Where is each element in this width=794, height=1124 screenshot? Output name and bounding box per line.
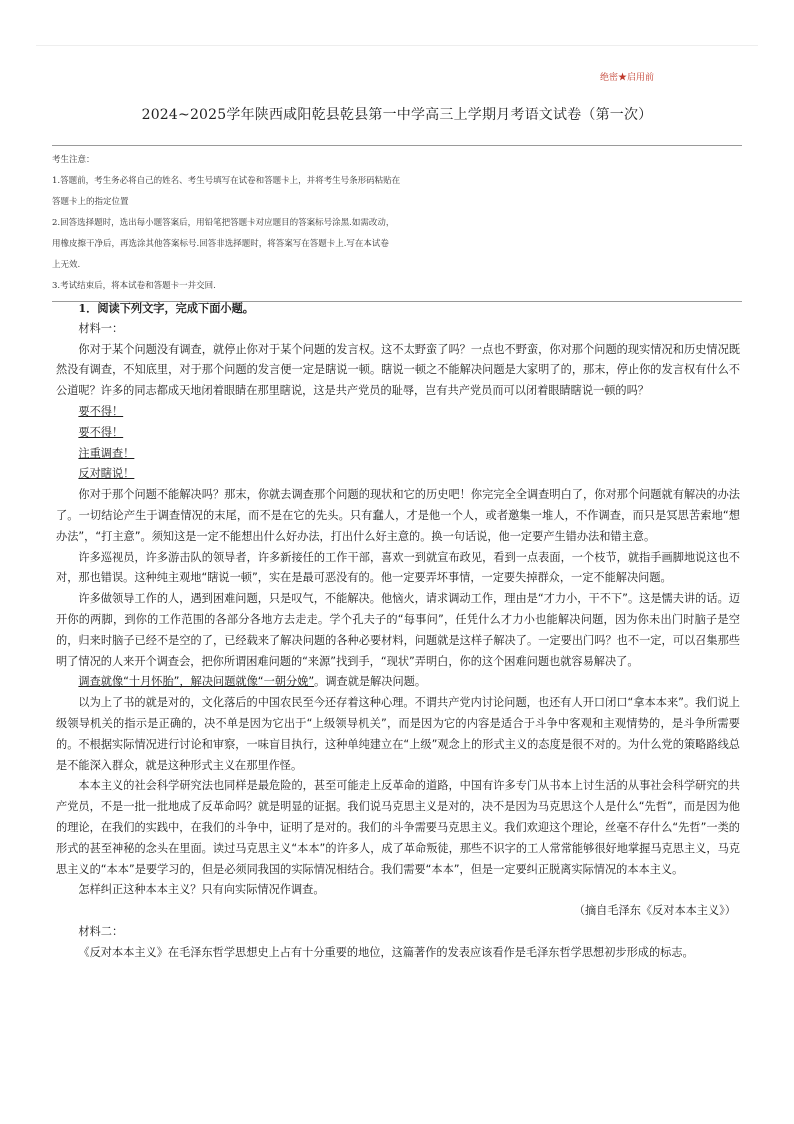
slogan-text: 注重调查！ (78, 446, 135, 460)
paragraph: 以为上了书的就是对的，文化落后的中国农民至今还存着这种心理。不谓共产党内讨论问题，也还有人开口闭口“拿本本来”。我们说上级领导机关的指示是正确的，决不单是因为它出于“上级领导机关”，而是因为它的内容是适合于斗争中客观和主观情势的，是斗争所需要的。不根据实际情况进行讨论和审察，一味盲目执行，这种单纯建立在“上级”观念上的形式主义的态度是很不对的。为什么党的策略路线总是不能深入群众，就是这种形式主义在那里作怪。 (56, 696, 740, 772)
paragraph: 你对于某个问题没有调查，就停止你对于某个问题的发言权。这不太野蛮了吗？一点也不野蛮，你对那个问题的现实情况和历史情况既然没有调查，不知底里，对于那个问题的发言便一定是瞎说一顿。瞎说一顿之不能解决问题是大家明了的，那末，停止你的发言权有什么不公道呢？许多的同志都成天地闭着眼睛在那里瞎说，这是共产党员的耻辱，岂有共产党员而可以闭着眼睛瞎说一顿的吗？ (56, 342, 740, 398)
top-divider (36, 45, 758, 46)
confidential-label: 绝密★启用前 (600, 73, 655, 83)
material-one-label: 材料一： (78, 321, 124, 335)
question-heading: 1．阅读下列文字，完成下面小题。 (78, 301, 254, 315)
paragraph: 怎样纠正这种本本主义？只有向实际情况作调查。 (78, 883, 325, 897)
notice-line: 用橡皮擦干净后，再选涂其他答案标号.回答非选择题时，将答案写在答题卡上.写在本试卷 (52, 239, 389, 249)
paragraph: 《反对本本主义》在毛泽东哲学思想史上占有十分重要的地位，这篇著作的发表应该看作是毛泽东哲学思想初步形成的标志。 (78, 945, 694, 959)
slogan-text: 要不得！ (78, 404, 124, 418)
slogan-line (56, 423, 740, 444)
paragraph: 你对于那个问题不能解决吗？那末，你就去调查那个问题的现状和它的历史吧！你完完全全调查明白了，你对那个问题就有解决的办法了。一切结论产生于调查情况的末尾，而不是在它的先头。只有蠢人，才是他一个人，或者邀集一堆人，不作调查，而只是冥思苦索地“想办法”，“打主意”。须知这是一定不能想出什么好办法，打出什么好主意的。换一句话说，他一定要产生错办法和错主意。 (56, 488, 740, 543)
paragraph: 许多巡视员，许多游击队的领导者，许多新接任的工作干部，喜欢一到就宣布政见，看到一点表面，一个枝节，就指手画脚地说这也不对，那也错误。这种纯主观地“瞎说一顿”，实在是最可恶没有的。他一定要弄坏事情，一定要失掉群众，一定不能解决问题。 (56, 550, 740, 585)
paragraph: 本本主义的社会科学研究法也同样是最危险的，甚至可能走上反革命的道路，中国有许多专门从书本上讨生活的从事社会科学研究的共产党员，不是一批一批地成了反革命吗？就是明显的证据。我们说马克思主义是对的，决不是因为马克思这个人是什么“先哲”，而是因为他的理论，在我们的实践中，在我们的斗争中，证明了是对的。我们的斗争需要马克思主义。我们欢迎这个理论，丝毫不存什么“先哲”一类的形式的甚至神秘的念头在里面。读过马克思主义“本本”的许多人，成了革命叛徒，那些不识字的工人常常能够很好地掌握马克思主义，马克思主义的“本本”是要学习的，但是必须同我国的实际情况相结合。我们需要“本本”，但是一定要纠正脱离实际情况的本本主义。 (56, 779, 740, 876)
paragraph (56, 672, 740, 693)
slogan-line (56, 402, 740, 423)
notice-line: 3.考试结束后，将本试卷和答题卡一并交回. (52, 281, 216, 291)
notice-line: 答题卡上的指定位置 (52, 197, 129, 207)
notice-line: 1.答题前，考生务必将自己的姓名、考生号填写在试卷和答题卡上，并将考生号条形码粘贴在 (52, 176, 401, 186)
sentence-rest: 。调查就是解决问题。 (314, 675, 427, 689)
underlined-sentence: 调查就像“十月怀胎”，解决问题就像“一朝分娩” (78, 675, 315, 689)
reading-passage (56, 298, 740, 964)
notice-line: 2.回答选择题时，选出每小题答案后，用铅笔把答题卡对应题目的答案标号涂黑.如需改动， (52, 218, 395, 228)
slogan-line (56, 464, 740, 485)
paragraph: 许多做领导工作的人，遇到困难问题，只是叹气，不能解决。他恼火，请求调动工作，理由是“才力小，干不下”。这是懦夫讲的话。迈开你的两脚，到你的工作范围的各部分各地方去走走。学个孔夫子的“每事问”，任凭什么才力小也能解决问题，因为你未出门时脑子是空的，归来时脑子已经不是空的了，已经载来了解决问题的各种必要材料，问题就是这样子解决了。一定要出门吗？也不一定，可以召集那些明了情况的人来开个调查会，把你所谓困难问题的“来源”找到手，“现状”弄明白，你的这个困难问题也就容易解决了。 (56, 592, 740, 668)
exam-title: 2024~2025学年陕西咸阳乾县乾县第一中学高三上学期月考语文试卷（第一次） (141, 107, 653, 123)
slogan-line (56, 444, 740, 465)
source-citation: （摘自毛泽东《反对本本主义》） (573, 904, 736, 918)
material-two-label: 材料二： (78, 924, 124, 938)
candidate-notice (52, 145, 742, 302)
slogan-text: 反对瞎说！ (78, 467, 135, 481)
slogan-text: 要不得！ (78, 425, 124, 439)
notice-line: 上无效. (52, 260, 81, 270)
notice-line: 考生注意： (52, 155, 95, 165)
